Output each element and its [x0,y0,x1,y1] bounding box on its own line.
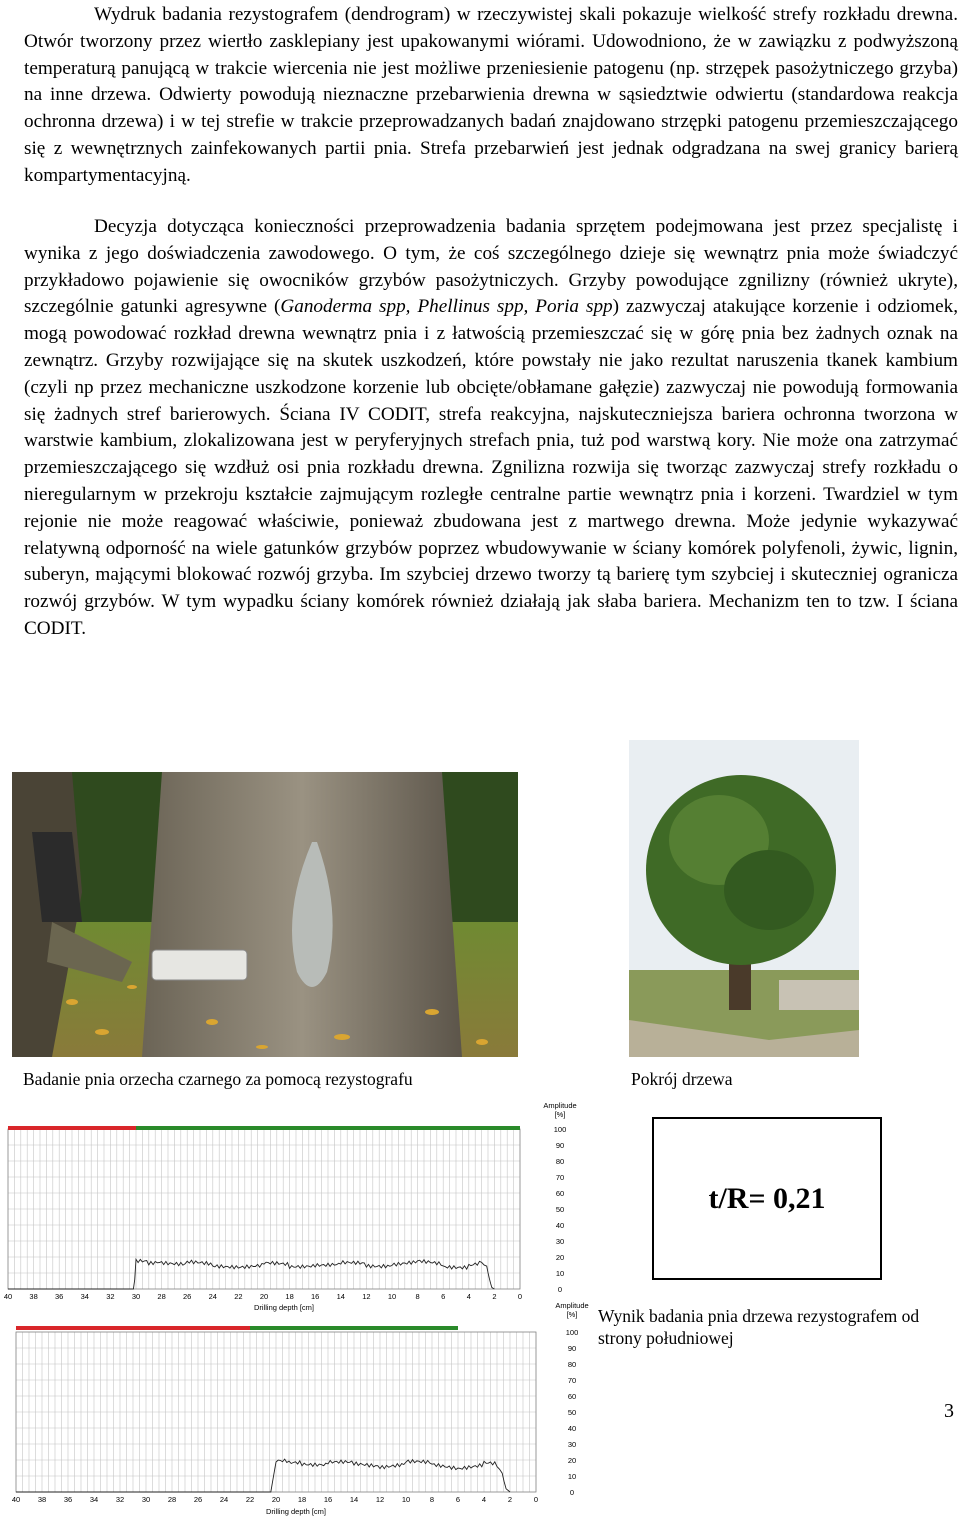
x-tick-label: 36 [63,1495,73,1504]
x-tick-label: 24 [219,1495,229,1504]
x-tick-label: 20 [271,1495,281,1504]
x-tick-label: 12 [362,1292,371,1301]
resistograph-chart-2 [0,1300,600,1520]
y-tick-label: 40 [567,1424,577,1433]
y-tick-label: 10 [555,1269,565,1278]
y-tick-label: 100 [565,1328,579,1337]
x-tick-label: 30 [141,1495,151,1504]
y-tick-label: 0 [569,1488,575,1497]
x-tick-label: 32 [106,1292,115,1301]
y-tick-label: 70 [567,1376,577,1385]
y-axis-label: [%] [554,1110,566,1119]
y-tick-label: 20 [567,1456,577,1465]
y-tick-label: 70 [555,1173,565,1182]
x-axis-label: Drilling depth [cm] [265,1507,327,1516]
ratio-box: t/R= 0,21 [652,1117,882,1280]
paragraph-1: Wydruk badania rezystografem (dendrogram) w rzeczywistej skali pokazuje wielkość strefy rozkładu drewna. Otwór tworzony przez wiertło zasklepiany jest upakowanymi wiórami. Udowodniono, że w zawiązku z podwyższoną temperaturą panującą w trakcie wiercenia nie jest możliwe przeniesienie patogenu (np. strzępek pasożytniczego grzyba) na inne drzewa. Odwierty powodują nieznaczne przebarwienia drewna w sąsiedztwie odwiertu (standardowa reakcja ochronna drzewa) i w tej strefie w trakcie przeprowadzanych badań znajdowano strzępki patogenu przemieszczającego się z wewnętrznych zainfekowanych partii pnia. Strefa przebarwień jest jednak odgradzana na swej granicy barierą kompartymentacyjną. [24,4,958,186]
y-tick-label: 80 [555,1157,565,1166]
y-axis-label: Amplitude [543,1101,577,1110]
x-tick-label: 38 [29,1292,38,1301]
x-tick-label: 16 [311,1292,320,1301]
x-tick-label: 40 [11,1495,21,1504]
paragraph-2: Decyzja dotycząca konieczności przeprowadzenia badania sprzętem podejmowana jest przez specjalistę i wynika z jego doświadczenia zawodowego. O tym, że coś szczególnego dzieje się wewnątrz pnia może świadczyć przykładowo pojawienie się owocników grzybów pasożytniczych. Grzyby powodujące zgnilizny (również ukryte), szczególnie gatunki agresywne (Ganoderma spp, Phellinus spp, Poria spp) zazwyczaj atakujące korzenie i odziomek, mogą powodować rozkład drewna wewnątrz pnia i z łatwością przemieszczać się w górę pnia bez żadnych oznak na zewnątrz. Grzyby rozwijające się na skutek uszkodzeń, które powstały nie jako rezultat naruszenia tkanek kambium (czyli np przez mechaniczne uszkodzone korzenie lub obcięte/obłamane gałęzie) zazwyczaj nie powodują formowania się żadnych stref barierowych. Ściana IV CODIT, strefa reakcyjna, najskuteczniejsza bariera ochronna tworzona w warstwie kambium, zlokalizowana jest w peryferyjnych strefach pnia, tuż pod warstwą kory. Nie może ona zatrzymać przemieszczającego się wzdłuż osi pnia rozkładu drewna. Zgnilizna rozwija się tworząc zazwyczaj strefy rozkładu o nieregularnym w przekroju kształcie zajmującym rozległe centralne partie wewnątrz pnia i korzeni. Twardziel w tym rejonie nie może reagować właściwie, ponieważ zbudowana jest z martwego drewna. Może jedynie wykazywać relatywną odporność na wiele gatunków grzybów poprzez wbudowywanie w ściany komórek polyfenoli, żywic, lignin, suberyn, mającymi blokować rozwój grzyba. Im szybciej drzewo tworzy tą barierę tym szybciej i skuteczniej ogranicza rozwój grzybów. W tym wypadku ściany komórek również działają jak słaba bariera. Mechanizm ten to tzw. I ściana CODIT. [24,216,959,639]
x-axis-label: Drilling depth [cm] [253,1303,315,1312]
x-tick-label: 14 [336,1292,345,1301]
x-tick-label: 16 [323,1495,333,1504]
x-tick-label: 2 [492,1292,497,1301]
photo-left-caption: Badanie pnia orzecha czarnego za pomocą rezystografu [23,1069,413,1089]
x-tick-label: 40 [3,1292,13,1301]
y-tick-label: 90 [567,1344,577,1353]
x-tick-label: 2 [507,1495,513,1504]
y-tick-label: 50 [567,1408,577,1417]
x-tick-label: 10 [387,1292,397,1301]
y-tick-label: 90 [555,1141,565,1150]
x-tick-label: 4 [466,1292,471,1301]
y-tick-label: 0 [557,1285,563,1294]
x-tick-label: 22 [245,1495,255,1504]
y-tick-label: 10 [567,1472,577,1481]
x-tick-label: 38 [37,1495,47,1504]
x-tick-label: 34 [89,1495,99,1504]
y-tick-label: 50 [555,1205,565,1214]
resistograph-chart-1 [0,1100,600,1320]
x-tick-label: 18 [285,1292,294,1301]
x-tick-label: 0 [533,1495,539,1504]
x-tick-label: 30 [131,1292,141,1301]
x-tick-label: 24 [208,1292,217,1301]
x-tick-label: 6 [441,1292,446,1301]
page-number: 3 [944,1400,954,1422]
tree-habit-photo [629,740,859,1057]
x-tick-label: 18 [297,1495,307,1504]
x-tick-label: 6 [455,1495,461,1504]
x-tick-label: 22 [234,1292,243,1301]
species-names: Ganoderma spp, Phellinus spp, Poria spp [280,296,613,318]
x-tick-label: 28 [157,1292,166,1301]
x-tick-label: 20 [259,1292,269,1301]
x-tick-label: 32 [115,1495,125,1504]
y-tick-label: 30 [555,1237,565,1246]
x-tick-label: 28 [167,1495,177,1504]
y-axis-label: [%] [566,1310,578,1319]
x-tick-label: 4 [481,1495,487,1504]
y-tick-label: 60 [567,1392,577,1401]
y-tick-label: 60 [555,1189,565,1198]
photo-right-caption: Pokrój drzewa [631,1069,733,1089]
y-tick-label: 20 [555,1253,565,1262]
x-tick-label: 12 [375,1495,385,1504]
y-tick-label: 40 [555,1221,565,1230]
y-tick-label: 80 [567,1360,577,1369]
x-tick-label: 14 [349,1495,359,1504]
x-tick-label: 0 [517,1292,523,1301]
resistograph-test-photo [12,772,518,1057]
result-caption: Wynik badania pnia drzewa rezystografem od strony południowej [598,1306,920,1348]
x-tick-label: 10 [401,1495,411,1504]
x-tick-label: 36 [55,1292,64,1301]
x-tick-label: 26 [193,1495,203,1504]
x-tick-label: 8 [415,1292,420,1301]
y-axis-label: Amplitude [555,1301,589,1310]
x-tick-label: 34 [80,1292,89,1301]
x-tick-label: 8 [429,1495,435,1504]
y-tick-label: 30 [567,1440,577,1449]
x-tick-label: 26 [183,1292,192,1301]
y-tick-label: 100 [553,1125,567,1134]
